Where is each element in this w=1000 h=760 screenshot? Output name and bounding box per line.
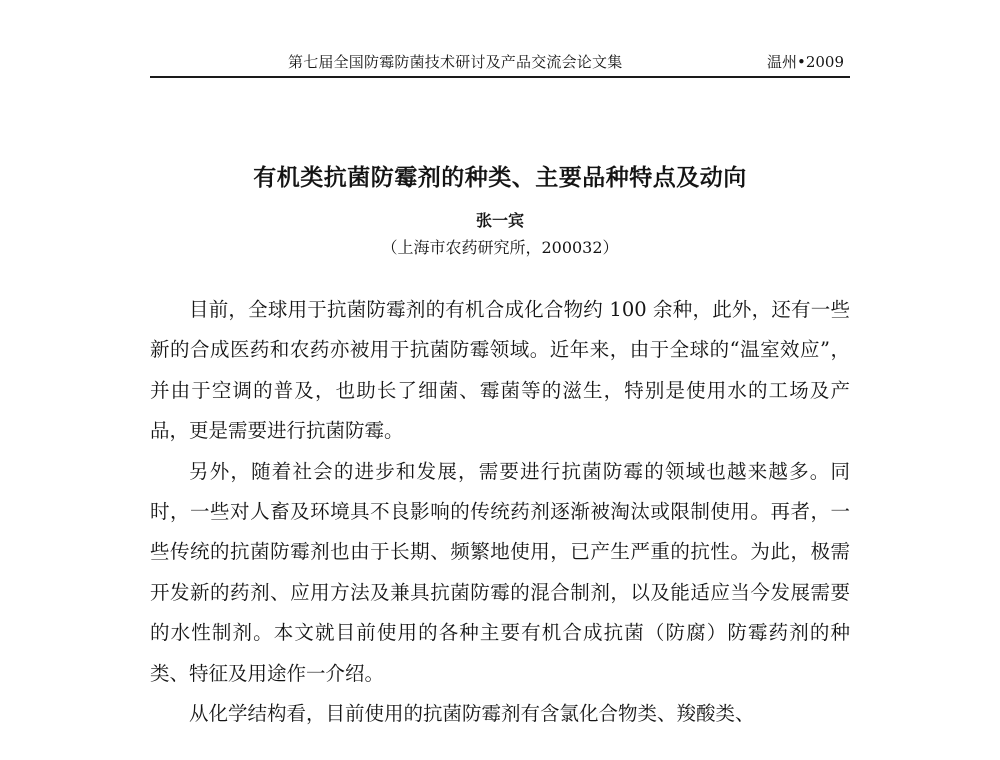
location-year: 温州•2009 [766, 53, 844, 71]
body-paragraph: 目前，全球用于抗菌防霉剂的有机合成化合物约 100 余种，此外，还有一些新的合成医药和农药亦被用于抗菌防霉领域。近年来，由于全球的“温室效应”，并由于空调的普及，也助长了细菌、霉菌等的滋生，特别是使用水的工场及产品，更是需要进行抗菌防霉。 [150, 298, 850, 443]
article-author: 张一宾 [475, 211, 524, 230]
body-paragraph: 另外，随着社会的进步和发展，需要进行抗菌防霉的领域也越来越多。同时，一些对人畜及环境具不良影响的传统药剂逐渐被淘汰或限制使用。再者，一些传统的抗菌防霉剂也由于长期、频繁地使用，已产生严重的抗性。为此，极需开发新的药剂、应用方法及兼具抗菌防霉的混合制剂，以及能适应当今发展需要的水性制剂。本文就目前使用的各种主要有机合成抗菌（防腐）防霉药剂的种类、特征及用途作一介绍。 [150, 459, 850, 685]
article-title: 有机类抗菌防霉剂的种类、主要品种特点及动向 [253, 164, 747, 191]
article-body [150, 290, 850, 734]
body-paragraph: 从化学结构看，目前使用的抗菌防霉剂有含氯化合物类、羧酸类、 [189, 702, 755, 726]
author-affiliation: （上海市农药研究所，200032） [381, 238, 619, 257]
proceedings-title: 第七届全国防霉防菌技术研讨及产品交流会论文集 [288, 53, 623, 71]
header-rule [150, 76, 850, 78]
running-header [150, 52, 850, 76]
